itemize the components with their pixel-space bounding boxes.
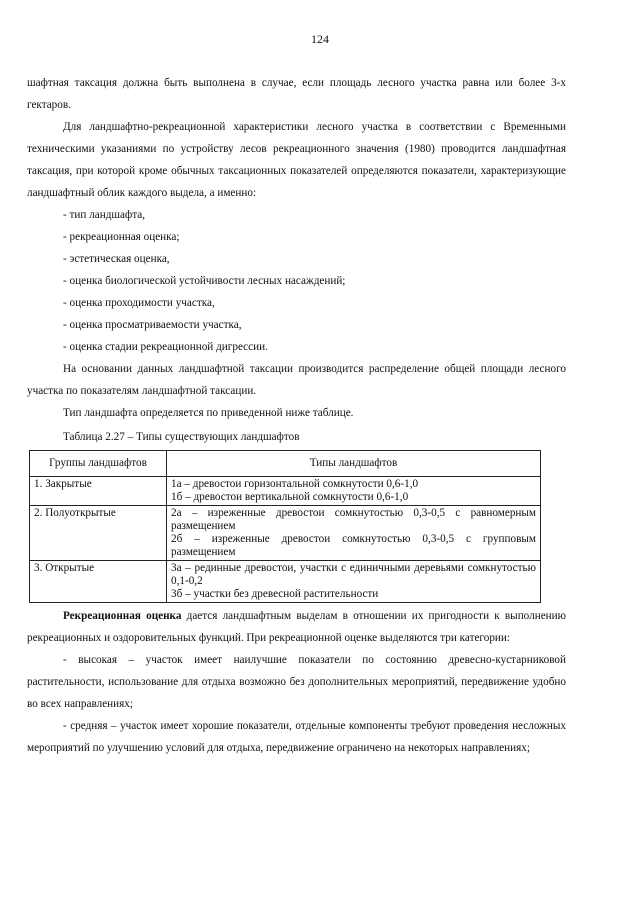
landscape-type: 1б – древостои вертикальной сомкнутости 0,6-1,0 <box>171 491 409 503</box>
landscape-type: 3б – участки без древесной растительности <box>171 588 379 600</box>
table-cell-group: 2. Полуоткрытые <box>30 506 167 561</box>
list-item: - оценка проходимости участка, <box>63 297 215 309</box>
list-item: - оценка стадии рекреационной дигрессии. <box>63 341 268 353</box>
landscape-type: 2а – изреженные древостои сомкнутостью 0,3-0,5 с равномерным размещением <box>171 507 536 532</box>
landscape-types-table <box>29 450 541 603</box>
table-cell-group: 1. Закрытые <box>30 477 167 506</box>
landscape-type: 2б – изреженные древостои сомкнутостью 0,3-0,5 с групповым размещением <box>171 533 536 558</box>
page-content <box>27 72 566 759</box>
table-cell-types <box>167 477 541 506</box>
paragraph: - средняя – участок имеет хорошие показатели, отдельные компоненты требуют проведения несложных мероприятий по улучшению условий для отдыха, передвижение ограничено на некоторых направлениях; <box>27 720 566 754</box>
paragraph-text: дается ландшафтным выделам в отношении их пригодности к выполнению рекреационных и оздоровительных функций. При рекреационной оценке выделяются три категории: <box>27 610 566 644</box>
landscape-type: 1а – древостои горизонтальной сомкнутости 0,6-1,0 <box>171 478 419 490</box>
landscape-type: 3а – рединные древостои, участки с единичными деревьями сомкнутостью 0,1-0,2 <box>171 562 536 587</box>
paragraph: На основании данных ландшафтной таксации производится распределение общей площади лесного участка по показателям ландшафтной таксации. <box>27 363 566 397</box>
page-number: 124 <box>311 32 329 46</box>
table-row <box>30 477 541 506</box>
paragraph: шафтная таксация должна быть выполнена в случае, если площадь лесного участка равна или более 3-х гектаров. <box>27 77 566 111</box>
list-item: - оценка биологической устойчивости лесных насаждений; <box>63 275 346 287</box>
table-cell-group: 3. Открытые <box>30 561 167 603</box>
table-cell-types <box>167 561 541 603</box>
list-item: - рекреационная оценка; <box>63 231 180 243</box>
table-row <box>30 561 541 603</box>
indicator-list <box>27 204 566 358</box>
paragraph: - высокая – участок имеет наилучшие показатели по состоянию древесно-кустарниковой растительности, использование для отдыха возможно без дополнительных мероприятий, передвижение удобно во всех направлениях; <box>27 654 566 710</box>
paragraph: Тип ландшафта определяется по приведенной ниже таблице. <box>63 407 354 419</box>
list-item: - эстетическая оценка, <box>63 253 170 265</box>
term-bold: Рекреационная оценка <box>63 610 182 622</box>
table-header-row <box>30 451 541 477</box>
list-item: - оценка просматриваемости участка, <box>63 319 242 331</box>
table-header-cell: Типы ландшафтов <box>167 451 541 477</box>
paragraph <box>27 605 566 649</box>
table-row <box>30 506 541 561</box>
paragraph: Для ландшафтно-рекреационной характеристики лесного участка в соответствии с Временными техническими указаниями по устройству лесов рекреационного значения (1980) проводится ландшафтная таксация, при которой кроме обычных таксационных показателей определяются показатели, характеризующие ландшафтный облик каждого выдела, а именно: <box>27 121 566 199</box>
table-cell-types <box>167 506 541 561</box>
table-caption: Таблица 2.27 – Типы существующих ландшафтов <box>63 431 300 443</box>
table-header-cell: Группы ландшафтов <box>30 451 167 477</box>
list-item: - тип ландшафта, <box>63 209 146 221</box>
